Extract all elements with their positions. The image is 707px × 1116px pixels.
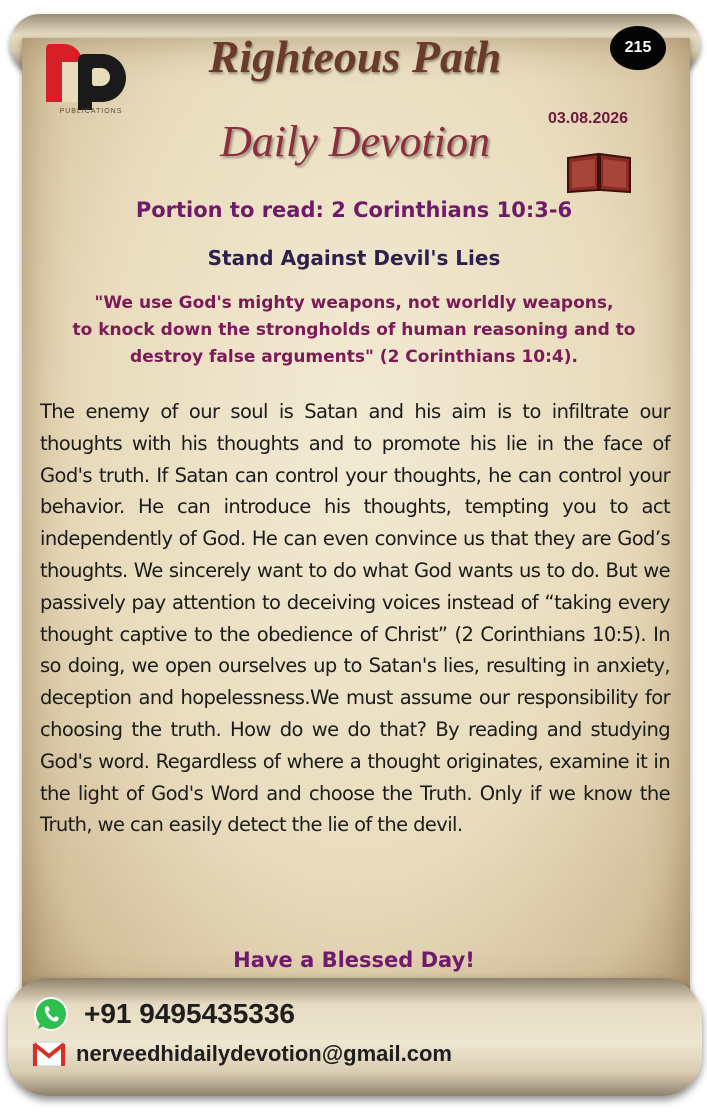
devotion-heading: Stand Against Devil's Lies <box>207 246 501 270</box>
logo-letter-r <box>46 44 82 102</box>
open-book-icon <box>564 150 634 194</box>
brand-title: Righteous Path <box>208 31 502 82</box>
key-verse-line: "We use God's mighty weapons, not worldly weapons, <box>94 293 614 313</box>
email-address: nerveedhidailydevotion@gmail.com <box>76 1041 452 1066</box>
phone-contact <box>32 994 295 1034</box>
whatsapp-icon <box>32 995 70 1033</box>
key-verse-line: destroy false arguments" (2 Corinthians 10:4). <box>130 347 578 367</box>
key-verse <box>44 290 664 382</box>
gmail-icon <box>32 1041 66 1067</box>
devotion-date: 03.08.2026 <box>548 110 629 127</box>
phone-number: +91 9495435336 <box>84 998 295 1029</box>
publisher-logo <box>44 40 132 120</box>
key-verse-line: to knock down the strongholds of human reasoning and to <box>72 320 636 340</box>
email-contact <box>32 1034 452 1074</box>
devotion-title: Daily Devotion <box>219 117 491 166</box>
page-number-badge: 215 <box>610 26 666 70</box>
devotion-body: The enemy of our soul is Satan and his aim is to infiltrate our thoughts with his thoughts and to promote his lie in the face of God's truth. If Satan can control your thoughts, he can control your behavior. He can introduce his thoughts, tempting you to act independently of God. He can even convince us that they are God’s thoughts. We sincerely want to do what God wants us to do. But we passively pay attention to deceiving voices instead of “taking every thought captive to the obedience of Christ” (2 Corinthians 10:5). In so doing, we open ourselves up to Satan's lies, resulting in anxiety, deception and hopelessness.We must assume our responsibility for choosing the truth. How do we do that? By reading and studying God's word. Regardless of where a thought originates, examine it in the light of God's Word and choose the Truth. Only if we know the Truth, we can easily detect the lie of the devil. <box>40 400 670 837</box>
closing-blessing: Have a Blessed Day! <box>233 948 475 972</box>
logo-letter-p <box>78 54 126 102</box>
portion-to-read: Portion to read: 2 Corinthians 10:3-6 <box>135 198 573 222</box>
logo-subtext: PUBLICATIONS <box>59 108 123 115</box>
